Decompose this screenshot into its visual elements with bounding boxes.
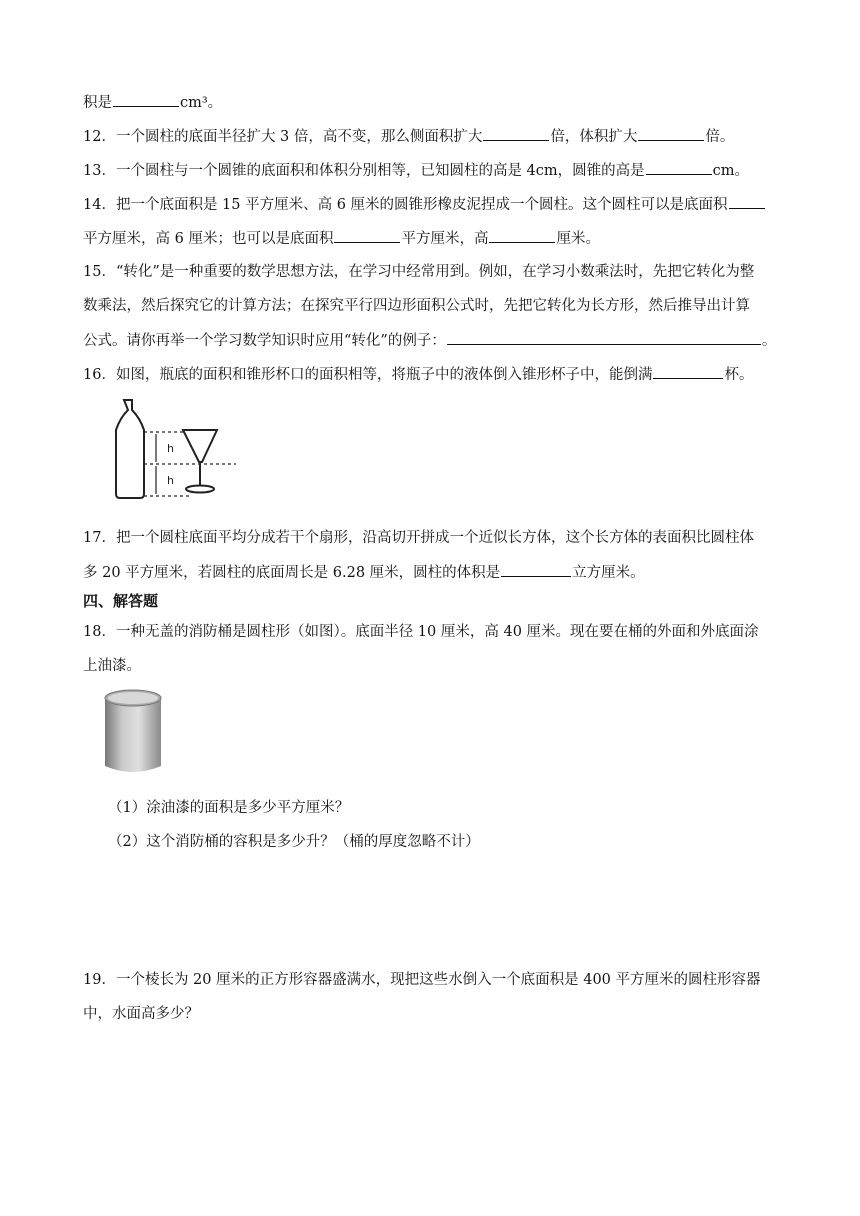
answer-blank[interactable]: [729, 194, 765, 209]
question-18-sub1: （1）涂油漆的面积是多少平方厘米？: [108, 800, 350, 816]
question-15-line1: 15．“转化”是一种重要的数学思想方法，在学习中经常用到。例如，在学习小数乘法时，先把它转化为整: [83, 264, 755, 280]
question-18-line2: 上油漆。: [83, 658, 141, 674]
bottle-and-cone-cup-figure: [110, 394, 240, 502]
question-15-line2: 数乘法，然后探究它的计算方法；在探究平行四边形面积公式时，先把它转化为长方形，然后推导出计算: [83, 298, 750, 314]
question-14-line1: 14．把一个底面积是 15 平方厘米、高 6 厘米的圆锥形橡皮泥捏成一个圆柱。这个圆柱可以是底面积: [83, 194, 813, 215]
bottle-icon: [116, 400, 144, 498]
question-16: 16．如图，瓶底的面积和锥形杯口的面积相等，将瓶子中的液体倒入锥形杯子中，能倒满 杯。: [83, 364, 813, 385]
question-19-line2: 中，水面高多少？: [83, 1006, 199, 1022]
cylinder-icon: [105, 698, 161, 772]
answer-blank[interactable]: [447, 330, 761, 345]
answer-blank[interactable]: [483, 126, 549, 141]
fire-bucket-figure: [100, 686, 166, 778]
section-heading: 四、解答题: [83, 592, 159, 610]
question-17-line2: 多 20 平方厘米，若圆柱的底面周长是 6.28 厘米，圆柱的体积是 立方厘米。: [83, 562, 813, 583]
answer-blank[interactable]: [489, 228, 555, 243]
question-18-sub2: （2）这个消防桶的容积是多少升？（桶的厚度忽略不计）: [108, 834, 480, 850]
answer-blank[interactable]: [653, 364, 723, 379]
question-15-line3: 公式。请你再举一个学习数学知识时应用“转化”的例子： 。: [83, 330, 813, 351]
question-12: 12．一个圆柱的底面半径扩大 3 倍，高不变，那么侧面积扩大 倍，体积扩大 倍。: [83, 126, 813, 147]
h-label: h: [167, 474, 174, 487]
cone-cup-icon: [183, 430, 217, 462]
answer-blank[interactable]: [638, 126, 704, 141]
answer-blank[interactable]: [113, 92, 179, 107]
h-label: h: [167, 442, 174, 455]
question-18-line1: 18．一种无盖的消防桶是圆柱形（如图）。底面半径 10 厘米，高 40 厘米。现在要在桶的外面和外底面涂: [83, 624, 759, 640]
question-13: 13．一个圆柱与一个圆锥的底面积和体积分别相等，已知圆柱的高是 4cm，圆锥的高是 cm。: [83, 160, 813, 181]
q11-tail: 积是 cm³。: [83, 92, 813, 113]
answer-blank[interactable]: [646, 160, 712, 175]
question-14-line2: 平方厘米，高 6 厘米；也可以是底面积 平方厘米，高 厘米。: [83, 228, 813, 249]
question-17-line1: 17．把一个圆柱底面平均分成若干个扇形，沿高切开拼成一个近似长方体，这个长方体的表面积比圆柱体: [83, 530, 754, 546]
question-19-line1: 19．一个棱长为 20 厘米的正方形容器盛满水，现把这些水倒入一个底面积是 400 平方厘米的圆柱形容器: [83, 972, 761, 988]
answer-blank[interactable]: [501, 562, 571, 577]
answer-blank[interactable]: [334, 228, 400, 243]
